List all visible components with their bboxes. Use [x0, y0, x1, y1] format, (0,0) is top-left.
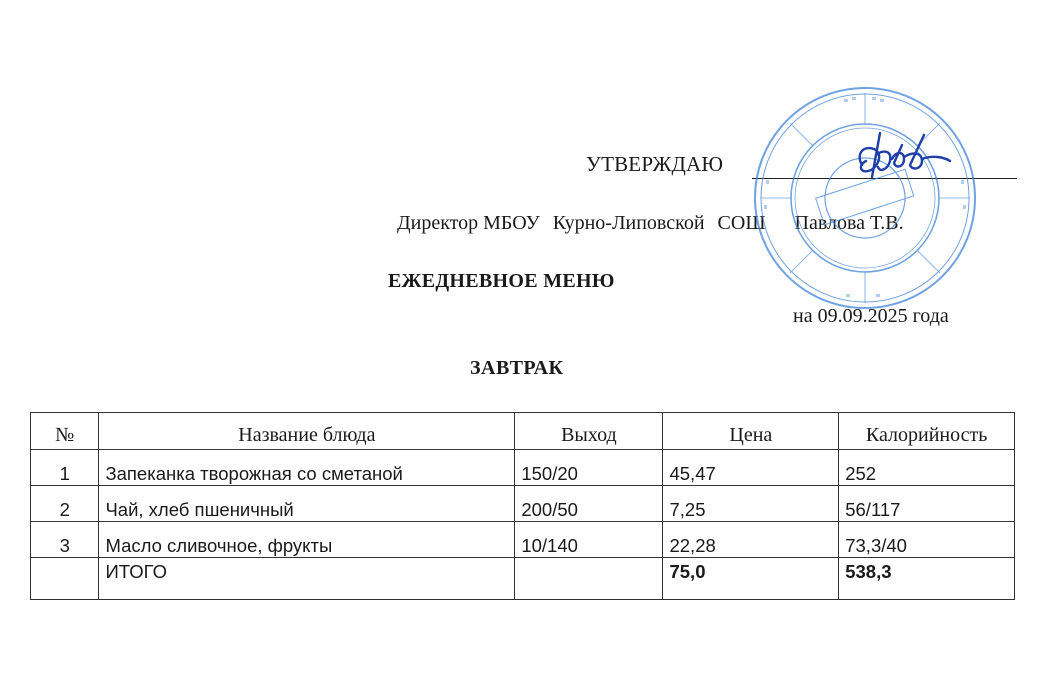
dish-price: 22,28 — [663, 522, 839, 558]
total-calories: 538,3 — [839, 558, 1015, 600]
dish-calories: 73,3/40 — [839, 522, 1015, 558]
dish-name: Масло сливочное, фрукты — [99, 522, 515, 558]
section-title: ЗАВТРАК — [470, 357, 564, 379]
dish-name: Чай, хлеб пшеничный — [99, 486, 515, 522]
dish-output: 10/140 — [515, 522, 663, 558]
total-number-cell — [31, 558, 99, 600]
dish-calories: 252 — [839, 450, 1015, 486]
dish-output: 150/20 — [515, 450, 663, 486]
table-row — [31, 486, 1015, 522]
row-number: 1 — [31, 450, 99, 486]
dish-price: 7,25 — [663, 486, 839, 522]
director-name: Павлова Т.В. — [794, 212, 904, 234]
school-type: СОШ — [717, 212, 766, 234]
director-role: Директор МБОУ — [397, 212, 540, 234]
table-row — [31, 522, 1015, 558]
dish-calories: 56/117 — [839, 486, 1015, 522]
total-row — [31, 558, 1015, 600]
dish-name: Запеканка творожная со сметаной — [99, 450, 515, 486]
menu-table — [30, 412, 1015, 600]
page-title: ЕЖЕДНЕВНОЕ МЕНЮ — [388, 270, 615, 292]
column-header-output: Выход — [515, 413, 663, 450]
row-number: 2 — [31, 486, 99, 522]
total-output-cell — [515, 558, 663, 600]
school-name: Курно-Липовской — [552, 212, 705, 234]
total-label: ИТОГО — [99, 558, 515, 600]
dish-output: 200/50 — [515, 486, 663, 522]
table-header-row — [31, 413, 1015, 450]
dish-price: 45,47 — [663, 450, 839, 486]
column-header-number: № — [31, 413, 99, 450]
menu-date: на 09.09.2025 года — [793, 305, 949, 327]
approval-heading: УТВЕРЖДАЮ — [586, 152, 724, 176]
column-header-dish: Название блюда — [99, 413, 515, 450]
row-number: 3 — [31, 522, 99, 558]
column-header-price: Цена — [663, 413, 839, 450]
signature-icon — [832, 115, 962, 195]
total-price: 75,0 — [663, 558, 839, 600]
table-row — [31, 450, 1015, 486]
column-header-calories: Калорийность — [839, 413, 1015, 450]
